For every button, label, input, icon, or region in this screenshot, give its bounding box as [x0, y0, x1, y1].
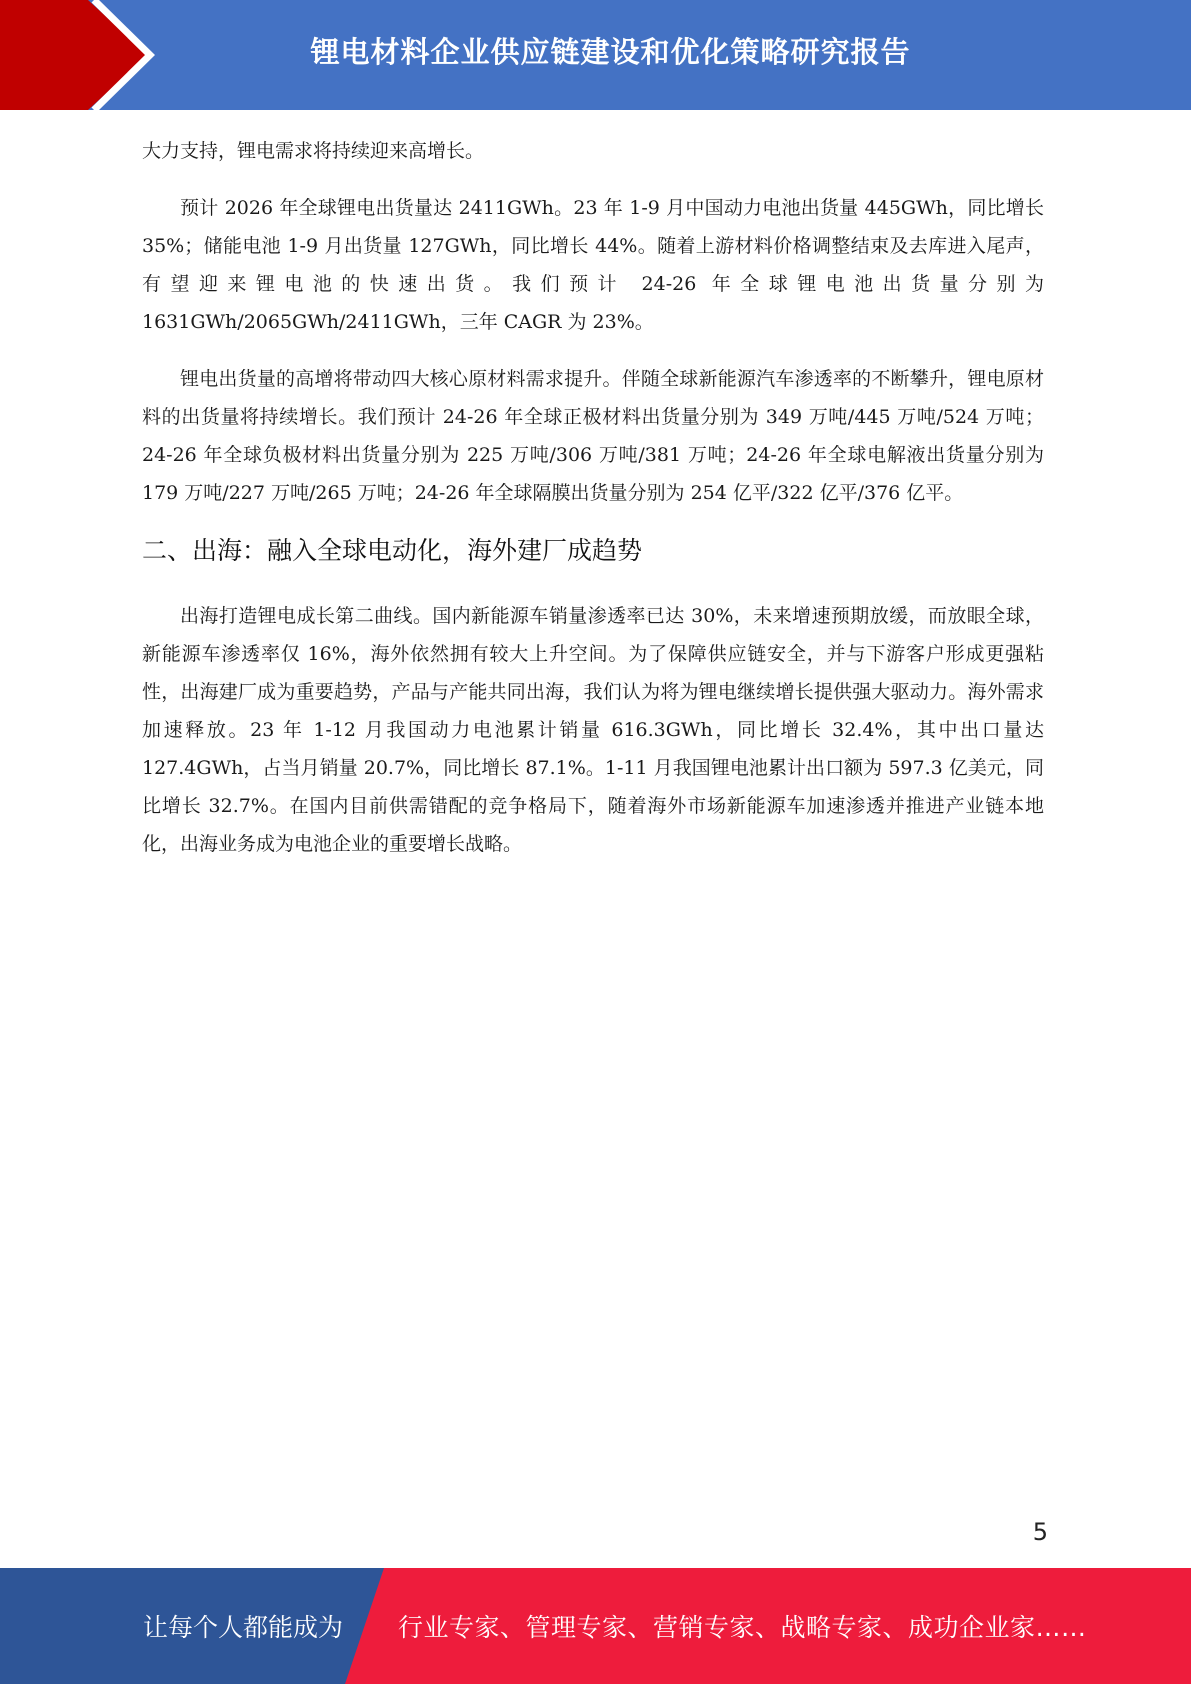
body-paragraph: 锂电出货量的高增将带动四大核心原材料需求提升。伴随全球新能源汽车渗透率的不断攀升，锂电原材料的出货量将持续增长。我们预计 24-26 年全球正极材料出货量分别为 349 万吨/445 万吨/524 万吨；24-26 年全球负极材料出货量分别为 225 万吨/306 万吨/381 万吨；24-26 年全球电解液出货量分别为 179 万吨/227 万吨/265 万吨；24-26 年全球隔膜出货量分别为 254 亿平/322 亿平/376 亿平。: [142, 368, 1044, 504]
section-heading: 二、出海：融入全球电动化，海外建厂成趋势: [142, 536, 643, 565]
page-footer: [0, 1568, 1191, 1684]
page-body: [142, 132, 1044, 882]
page-header: [0, 0, 1191, 110]
body-paragraph: 预计 2026 年全球锂电出货量达 2411GWh。23 年 1-9 月中国动力电池出货量 445GWh，同比增长 35%；储能电池 1-9 月出货量 127GWh，同比增长 44%。随着上游材料价格调整结束及去库进入尾声，有望迎来锂电池的快速出货。我们预计 24-26 年全球锂电池出货量分别为 1631GWh/2065GWh/2411GWh，三年 CAGR 为 23%。: [142, 197, 1044, 333]
footer-slogan-right: 行业专家、管理专家、营销专家、战略专家、成功企业家……: [398, 1613, 1087, 1642]
document-title: 锂电材料企业供应链建设和优化策略研究报告: [310, 34, 911, 69]
footer-slogan-left: 让每个人都能成为: [143, 1613, 344, 1642]
body-paragraph: 大力支持，锂电需求将持续迎来高增长。: [142, 140, 485, 162]
page-number: 5: [1032, 1518, 1048, 1546]
section-paragraph: 出海打造锂电成长第二曲线。国内新能源车销量渗透率已达 30%，未来增速预期放缓，而放眼全球，新能源车渗透率仅 16%，海外依然拥有较大上升空间。为了保障供应链安全，并与下游客户形成更强粘性，出海建厂成为重要趋势，产品与产能共同出海，我们认为将为锂电继续增长提供强大驱动力。海外需求加速释放。23 年 1-12 月我国动力电池累计销量 616.3GWh，同比增长 32.4%，其中出口量达 127.4GWh，占当月销量 20.7%，同比增长 87.1%。1-11 月我国锂电池累计出口额为 597.3 亿美元，同比增长 32.7%。在国内目前供需错配的竞争格局下，随着海外市场新能源车加速渗透并推进产业链本地化，出海业务成为电池企业的重要增长战略。: [142, 605, 1044, 855]
